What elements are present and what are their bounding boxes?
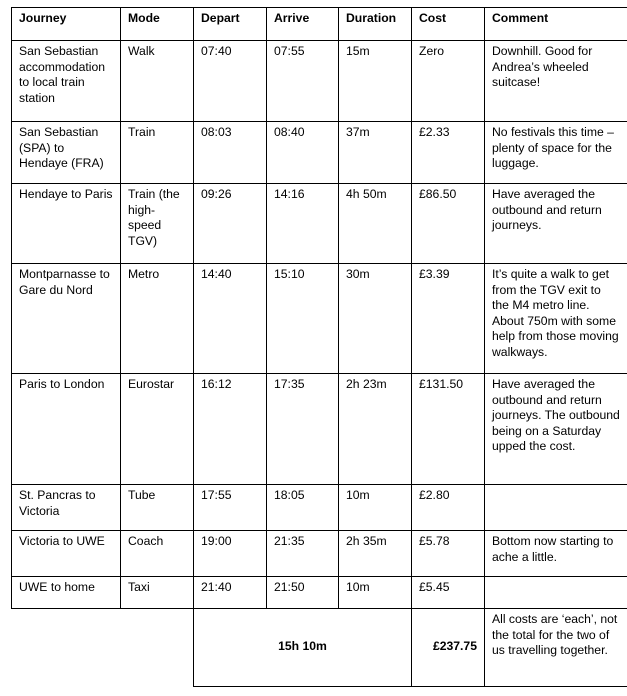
header-arrive: Arrive	[267, 8, 339, 41]
cell-cost: £2.33	[412, 122, 485, 184]
cell-cost: £86.50	[412, 184, 485, 264]
totals-row	[12, 609, 627, 687]
cell-journey: Paris to London	[12, 374, 121, 485]
cell-journey: Montparnasse to Gare du Nord	[12, 264, 121, 374]
cell-arrive: 21:35	[267, 531, 339, 577]
cell-arrive: 18:05	[267, 485, 339, 531]
cell-cost: £3.39	[412, 264, 485, 374]
header-journey: Journey	[12, 8, 121, 41]
header-cost: Cost	[412, 8, 485, 41]
cell-arrive: 21:50	[267, 577, 339, 609]
cell-cost: £5.45	[412, 577, 485, 609]
header-depart: Depart	[194, 8, 267, 41]
totals-spacer	[12, 609, 194, 687]
cell-duration: 37m	[339, 122, 412, 184]
table-row	[12, 577, 627, 609]
header-duration: Duration	[339, 8, 412, 41]
cell-duration: 30m	[339, 264, 412, 374]
cell-depart: 16:12	[194, 374, 267, 485]
cell-arrive: 14:16	[267, 184, 339, 264]
cell-mode: Train	[121, 122, 194, 184]
cell-journey: San Sebastian accommodation to local train station	[12, 41, 121, 122]
cell-comment	[485, 577, 627, 609]
cell-comment: Downhill. Good for Andrea’s wheeled suitcase!	[485, 41, 627, 122]
table-row	[12, 374, 627, 485]
total-duration: 15h 10m	[194, 609, 412, 687]
totals-comment: All costs are ‘each’, not the total for the two of us travelling together.	[485, 609, 627, 687]
cell-depart: 14:40	[194, 264, 267, 374]
cell-mode: Eurostar	[121, 374, 194, 485]
cell-depart: 17:55	[194, 485, 267, 531]
table-row	[12, 264, 627, 374]
cell-comment	[485, 485, 627, 531]
cell-comment: Have averaged the outbound and return journeys.	[485, 184, 627, 264]
cell-duration: 2h 35m	[339, 531, 412, 577]
cell-duration: 2h 23m	[339, 374, 412, 485]
table-row	[12, 531, 627, 577]
cell-cost: £5.78	[412, 531, 485, 577]
cell-arrive: 07:55	[267, 41, 339, 122]
cell-journey: San Sebastian (SPA) to Hendaye (FRA)	[12, 122, 121, 184]
cell-depart: 07:40	[194, 41, 267, 122]
cell-arrive: 08:40	[267, 122, 339, 184]
cell-mode: Coach	[121, 531, 194, 577]
cell-duration: 10m	[339, 577, 412, 609]
header-row	[12, 8, 627, 41]
cell-comment: No festivals this time – plenty of space for the luggage.	[485, 122, 627, 184]
cell-depart: 08:03	[194, 122, 267, 184]
table-row	[12, 122, 627, 184]
cell-mode: Walk	[121, 41, 194, 122]
cell-arrive: 17:35	[267, 374, 339, 485]
cell-depart: 09:26	[194, 184, 267, 264]
cell-duration: 4h 50m	[339, 184, 412, 264]
cell-comment: It’s quite a walk to get from the TGV exit to the M4 metro line. About 750m with some help from those moving walkways.	[485, 264, 627, 374]
cell-mode: Tube	[121, 485, 194, 531]
cell-duration: 10m	[339, 485, 412, 531]
cell-journey: St. Pancras to Victoria	[12, 485, 121, 531]
table-row	[12, 184, 627, 264]
cell-journey: Hendaye to Paris	[12, 184, 121, 264]
table-row	[12, 41, 627, 122]
cell-cost: Zero	[412, 41, 485, 122]
cell-cost: £131.50	[412, 374, 485, 485]
cell-arrive: 15:10	[267, 264, 339, 374]
total-cost: £237.75	[412, 609, 485, 687]
cell-journey: UWE to home	[12, 577, 121, 609]
cell-mode: Metro	[121, 264, 194, 374]
cell-journey: Victoria to UWE	[12, 531, 121, 577]
cell-mode: Train (the high-speed TGV)	[121, 184, 194, 264]
journey-table	[11, 7, 627, 687]
cell-comment: Bottom now starting to ache a little.	[485, 531, 627, 577]
cell-mode: Taxi	[121, 577, 194, 609]
header-comment: Comment	[485, 8, 627, 41]
header-mode: Mode	[121, 8, 194, 41]
cell-duration: 15m	[339, 41, 412, 122]
cell-comment: Have averaged the outbound and return journeys. The outbound being on a Saturday upped the cost.	[485, 374, 627, 485]
cell-depart: 21:40	[194, 577, 267, 609]
table-row	[12, 485, 627, 531]
cell-depart: 19:00	[194, 531, 267, 577]
cell-cost: £2.80	[412, 485, 485, 531]
